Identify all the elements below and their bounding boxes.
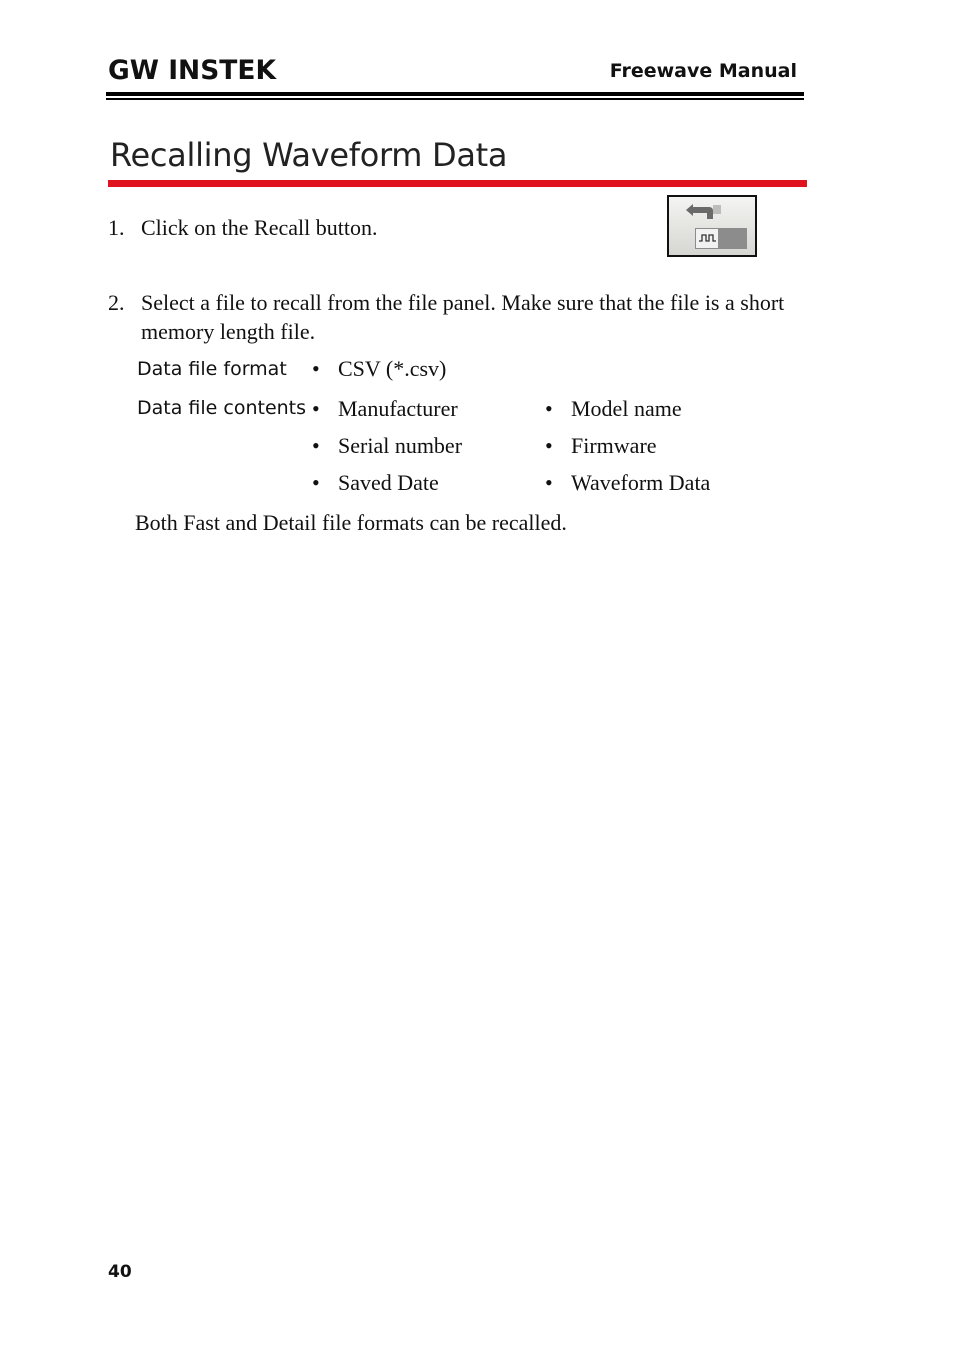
section-heading: Recalling Waveform Data — [110, 136, 508, 174]
step-2-text: Select a file to recall from the file panel. Make sure that the file is a short memory length file. — [141, 290, 785, 344]
recall-waveform-icon — [669, 197, 755, 255]
list-item: • Waveform Data — [545, 470, 711, 495]
data-file-contents-label: Data file contents — [137, 397, 307, 419]
svg-text:GW INSTEK: GW INSTEK — [108, 55, 278, 84]
heading-underline — [108, 180, 807, 187]
step-1-text: Click on the Recall button. — [141, 215, 378, 240]
bullet-icon: • — [545, 396, 553, 421]
recall-button[interactable] — [667, 195, 757, 257]
page-number: 40 — [108, 1262, 132, 1282]
bullet-icon: • — [312, 356, 320, 381]
list-item: • Serial number — [312, 433, 463, 458]
bullet-icon: • — [312, 470, 320, 495]
manual-title: Freewave Manual — [609, 60, 797, 82]
list-item: • Manufacturer — [312, 396, 458, 421]
note-text: Both Fast and Detail file formats can be recalled. — [135, 510, 567, 535]
header-rule-thick — [106, 92, 804, 96]
header-rule-thin — [106, 98, 804, 100]
list-item: • Saved Date — [312, 470, 439, 495]
bullet-icon: • — [545, 470, 553, 495]
step-2-number: 2. — [108, 290, 125, 315]
step-1-number: 1. — [108, 215, 125, 240]
list-item: • CSV (*.csv) — [312, 356, 447, 381]
data-file-format-label: Data file format — [137, 358, 287, 380]
bullet-icon: • — [545, 433, 553, 458]
list-item: • Firmware — [545, 433, 657, 458]
bullet-icon: • — [312, 433, 320, 458]
bullet-icon: • — [312, 396, 320, 421]
gw-instek-logo — [108, 54, 278, 84]
list-item: • Model name — [545, 396, 682, 421]
